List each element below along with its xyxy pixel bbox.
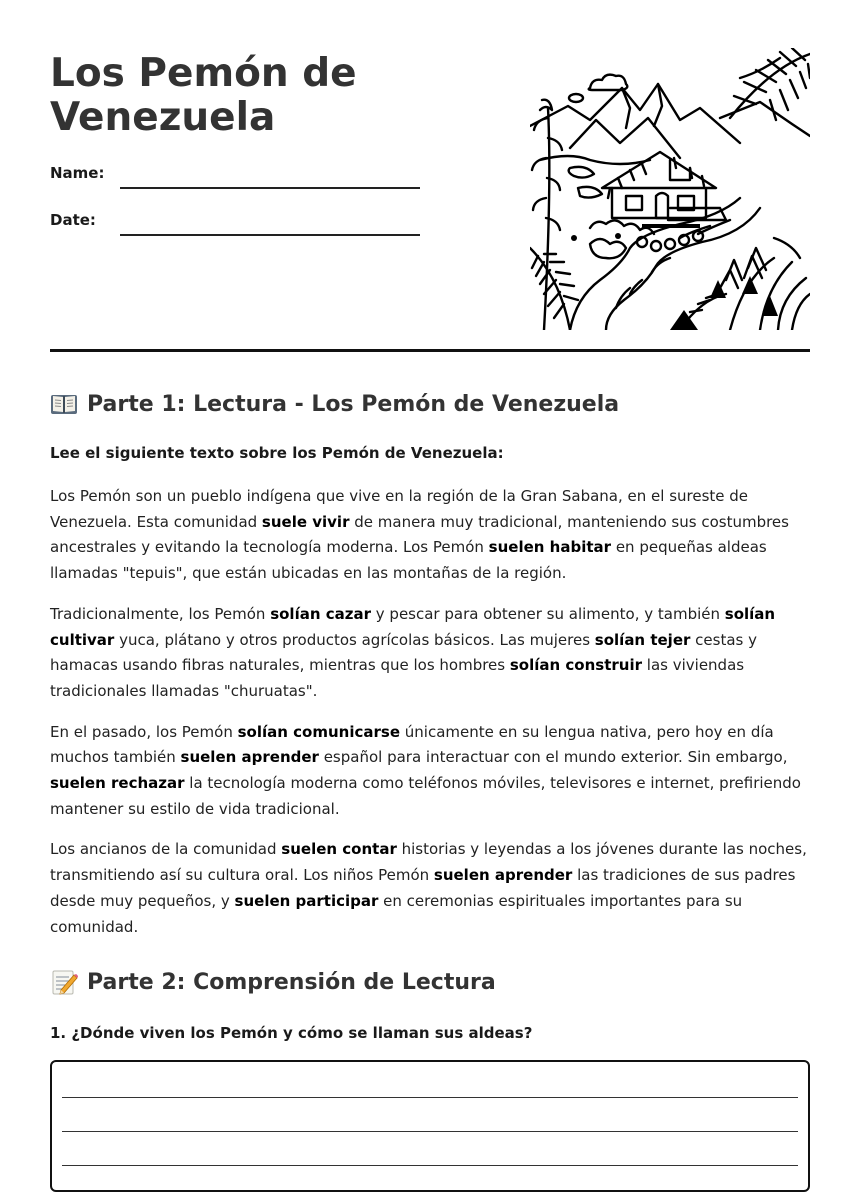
answer-line[interactable] [62, 1131, 798, 1132]
paragraph-text: la tecnología moderna como teléfonos móviles, televisores e internet, prefiriendo mantener su estilo de vida tradicional. [50, 774, 801, 818]
highlighted-phrase: suelen aprender [433, 866, 573, 885]
page-title [50, 52, 470, 140]
name-field[interactable] [50, 164, 420, 188]
paragraph-text: historias y leyendas a los jóvenes durante las noches, transmitiendo así su cultura oral. Los niños Pemón [50, 840, 807, 885]
worksheet-header [50, 0, 810, 352]
paragraph [50, 720, 810, 823]
highlighted-phrase: solían cultivar [50, 604, 776, 649]
name-label: Name: [50, 164, 105, 182]
paragraph-text: Tradicionalmente, los Pemón [50, 604, 271, 623]
paragraph-text: las tradiciones de sus padres desde muy pequeños, y [50, 866, 796, 910]
paragraph-text: las viviendas tradicionales llamadas "churuatas". [50, 656, 745, 700]
part1-heading [50, 390, 810, 418]
paragraph-text: y pescar para obtener su alimento, y también [371, 604, 725, 623]
paragraph-text: Los Pemón son un pueblo indígena que vive en la región de la Gran Sabana, en el sureste de Venezuela. Esta comunidad [50, 487, 749, 531]
highlighted-phrase: suelen habitar [488, 538, 612, 557]
paragraph-text: español para interactuar con el mundo exterior. Sin embargo, [318, 748, 788, 767]
reading-passage [50, 484, 810, 940]
highlighted-phrase: suele vivir [261, 512, 350, 531]
answer-line[interactable] [62, 1165, 798, 1166]
open-book-icon [50, 390, 78, 418]
part2-title: Parte 2: Comprensión de Lectura [87, 969, 496, 995]
paragraph-text: yuca, plátano y otros productos agrícolas básicos. Las mujeres [114, 630, 595, 649]
answer-box-1[interactable] [50, 1060, 810, 1192]
landscape-hut-river-illustration [530, 48, 810, 330]
paragraph-text: cestas y hamacas usando fibras naturales, mientras que los hombres [50, 630, 757, 675]
name-line[interactable] [120, 187, 420, 189]
question-1: 1. ¿Dónde viven los Pemón y cómo se llaman sus aldeas? [50, 1024, 533, 1043]
paragraph [50, 484, 810, 587]
date-field[interactable] [50, 211, 420, 235]
highlighted-phrase: suelen participar [234, 891, 379, 910]
highlighted-phrase: suelen contar [281, 840, 397, 859]
paragraph-text: de manera muy tradicional, manteniendo sus costumbres ancestrales y evitando la tecnología moderna. Los Pemón [50, 512, 789, 557]
reading-instruction: Lee el siguiente texto sobre los Pemón de Venezuela: [50, 444, 504, 462]
paragraph-text: en pequeñas aldeas llamadas "tepuis", que están ubicadas en las montañas de la región. [50, 538, 767, 583]
part2-heading [50, 968, 810, 996]
highlighted-phrase: solían cazar [270, 604, 372, 623]
paragraph-text: en ceremonias espirituales importantes para su comunidad. [50, 891, 743, 936]
highlighted-phrase: solían tejer [594, 630, 691, 649]
date-label: Date: [50, 211, 96, 229]
highlighted-phrase: solían comunicarse [237, 722, 400, 741]
paragraph [50, 602, 810, 705]
highlighted-phrase: suelen rechazar [50, 774, 185, 793]
paragraph [50, 837, 810, 940]
title-line-2: Venezuela [50, 95, 276, 140]
title-line-1: Los Pemón de [50, 51, 357, 96]
date-line[interactable] [120, 234, 420, 236]
header-divider [50, 349, 810, 352]
answer-line[interactable] [62, 1097, 798, 1098]
paragraph-text: Los ancianos de la comunidad [50, 840, 282, 859]
highlighted-phrase: solían construir [509, 656, 643, 675]
paragraph-text: únicamente en su lengua nativa, pero hoy en día muchos también [50, 722, 774, 767]
memo-pencil-icon [50, 968, 78, 996]
highlighted-phrase: suelen aprender [180, 748, 319, 767]
paragraph-text: En el pasado, los Pemón [50, 722, 238, 741]
part1-title: Parte 1: Lectura - Los Pemón de Venezuela [87, 391, 620, 417]
